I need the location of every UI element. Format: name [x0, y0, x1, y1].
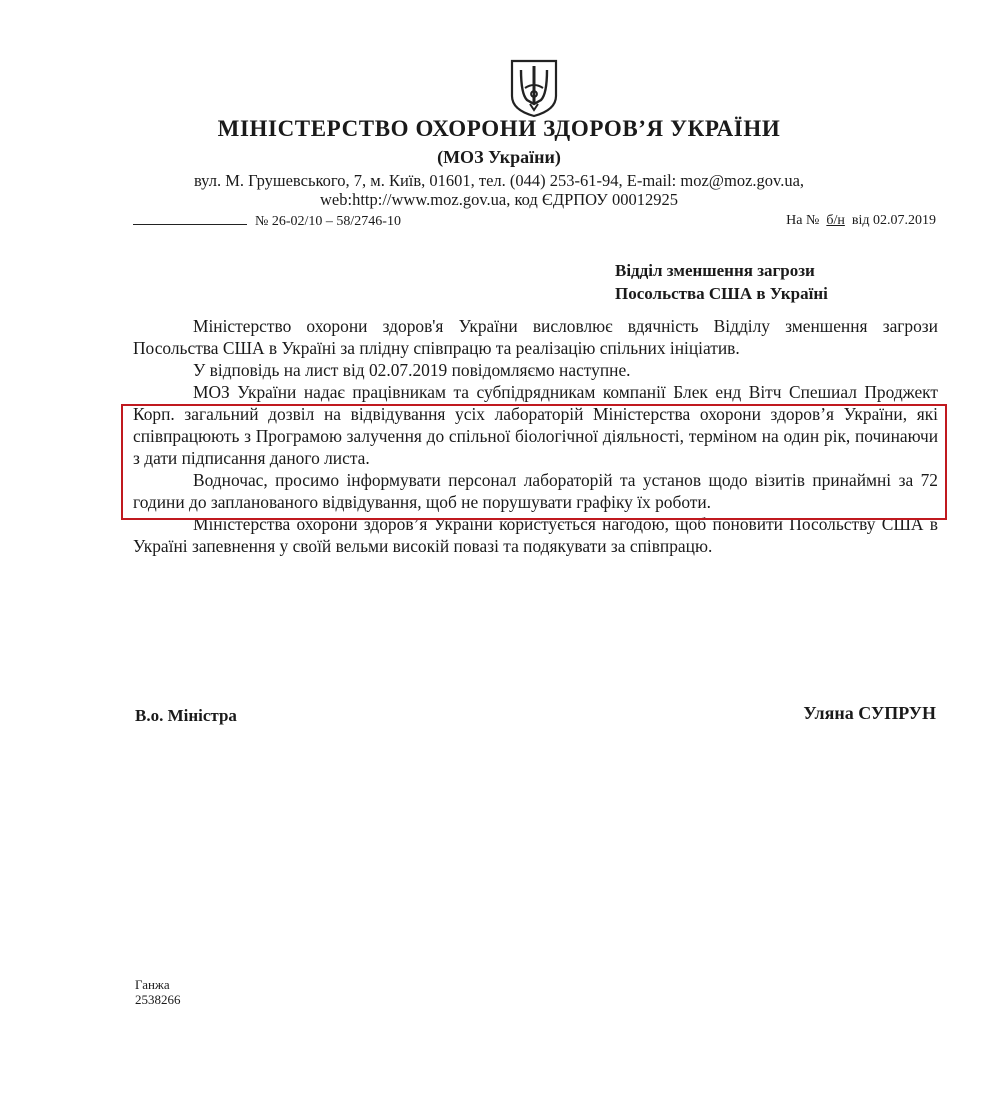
addressee-line-2: Посольства США в Україні	[615, 284, 828, 303]
executor-phone: 2538266	[135, 992, 181, 1007]
incoming-reference	[786, 213, 936, 229]
paragraph-response: У відповідь на лист від 02.07.2019 повідомляємо наступне.	[193, 360, 631, 380]
signatory-title: В.о. Міністра	[135, 706, 237, 725]
paragraph-closing: Міністерства охорони здоров’я України користується нагодою, щоб поновити Посольству США в Україні запевнення у своїй вельми високій повазі та подякувати за співпрацю.	[133, 514, 938, 556]
incoming-prefix: На №	[786, 213, 820, 228]
address-line-2: web:http://www.moz.gov.ua, код ЄДРПОУ 00012925	[320, 190, 678, 209]
paragraph-notification: Водночас, просимо інформувати персонал лабораторій та установ щодо візитів принаймні за 72 години до запланованого відвідування, щоб не порушувати графіку їх роботи.	[133, 470, 938, 512]
date-blank-line	[133, 213, 247, 225]
highlight-box	[121, 404, 947, 520]
paragraph-gratitude: Міністерство охорони здоров'я України висловлює вдячність Відділу зменшення загрози Посольства США в Україні за плідну співпрацю та реалізацію спільних ініціатив.	[133, 316, 938, 358]
ministry-title: МІНІСТЕРСТВО ОХОРОНИ ЗДОРОВ’Я УКРАЇНИ	[217, 116, 781, 141]
outgoing-number: № 26-02/10 – 58/2746-10	[255, 214, 401, 229]
addressee-line-1: Відділ зменшення загрози	[615, 261, 815, 280]
ministry-abbreviation: (МОЗ України)	[437, 147, 561, 167]
executor-info	[135, 977, 181, 1007]
paragraph-permission: МОЗ України надає працівникам та субпідрядникам компанії Блек енд Вітч Спешиал Проджект Корп. загальний дозвіл на відвідування усіх лабораторій Міністерства охорони здоров’я України, які співпрацюють з Програмою залучення до спільної біологічної діяльності, терміном на один рік, починаючи з дати підписання даного листа.	[133, 382, 938, 468]
executor-name: Ганжа	[135, 977, 170, 992]
outgoing-reference	[133, 213, 401, 230]
incoming-date: від 02.07.2019	[851, 213, 936, 228]
incoming-number: б/н	[826, 213, 845, 228]
addressee	[615, 259, 828, 305]
signatory-name: Уляна СУПРУН	[803, 703, 936, 723]
address-line-1: вул. М. Грушевського, 7, м. Київ, 01601, тел. (044) 253-61-94, E-mail: moz@moz.gov.ua,	[193, 171, 805, 190]
trident-coat-of-arms-icon	[509, 58, 559, 118]
